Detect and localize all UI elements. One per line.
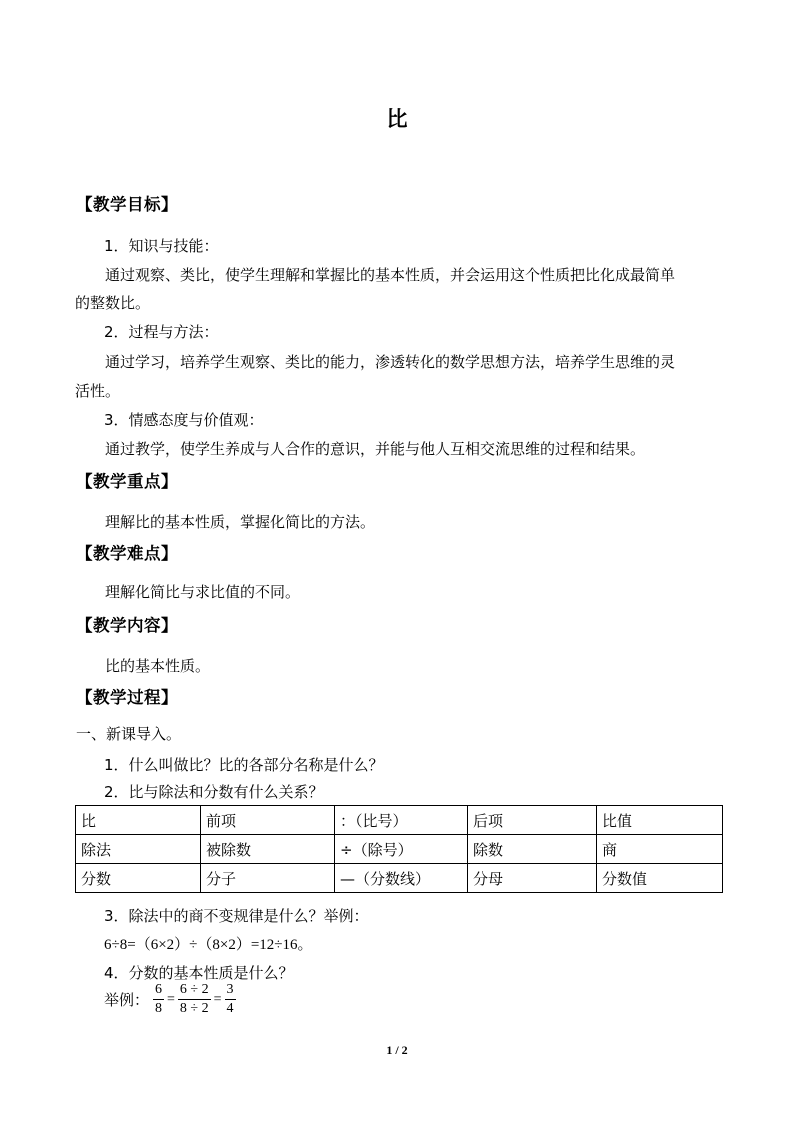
fraction-denominator: 8 ÷ 2 bbox=[179, 1001, 209, 1016]
example-label: 举例： bbox=[104, 991, 150, 1009]
table-cell: ÷（除号） bbox=[335, 835, 468, 864]
table-row bbox=[76, 806, 723, 835]
table-cell: ：（比号） bbox=[335, 806, 468, 835]
objective-2-text-line1: 通过学习，培养学生观察、类比的能力，渗透转化的数学思想方法，培养学生思维的灵 bbox=[105, 353, 676, 371]
table-cell: 比 bbox=[76, 806, 201, 835]
content-heading: 【教学内容】 bbox=[76, 616, 178, 635]
fraction-numerator: 6 ÷ 2 bbox=[178, 982, 211, 1000]
page-title: 比 bbox=[386, 106, 408, 131]
table-cell: 分数值 bbox=[597, 864, 723, 893]
fraction-numerator: 3 bbox=[225, 982, 236, 1000]
process-part1: 一、新课导入。 bbox=[76, 725, 182, 743]
relationship-table bbox=[75, 805, 723, 893]
objective-1-text-line2: 的整数比。 bbox=[75, 294, 151, 312]
process-question-4: 4．分数的基本性质是什么？ bbox=[104, 964, 294, 982]
process-question-3-example: 6÷8=（6×2）÷（8×2）=12÷16。 bbox=[104, 937, 313, 953]
table-cell: 前项 bbox=[201, 806, 335, 835]
fraction bbox=[225, 982, 236, 1017]
table-row bbox=[76, 835, 723, 864]
difficulties-text: 理解化简比与求比值的不同。 bbox=[105, 583, 301, 601]
table-row bbox=[76, 864, 723, 893]
fraction bbox=[153, 982, 164, 1017]
fraction-denominator: 4 bbox=[226, 1001, 234, 1016]
objective-3-text: 通过教学，使学生养成与人合作的意识，并能与他人互相交流思维的过程和结果。 bbox=[105, 440, 646, 458]
table-cell: 分子 bbox=[201, 864, 335, 893]
table-cell: —（分数线） bbox=[335, 864, 468, 893]
objective-2-text-line2: 活性。 bbox=[75, 382, 121, 400]
table-cell: 除数 bbox=[468, 835, 597, 864]
table-cell: 被除数 bbox=[201, 835, 335, 864]
process-question-1: 1．什么叫做比？比的各部分名称是什么？ bbox=[104, 756, 384, 774]
process-heading: 【教学过程】 bbox=[76, 688, 178, 707]
process-question-2: 2．比与除法和分数有什么关系？ bbox=[104, 783, 324, 801]
equals-sign: = bbox=[213, 991, 222, 1007]
page-number: 1 / 2 bbox=[386, 1043, 408, 1057]
fraction-denominator: 8 bbox=[155, 1001, 163, 1016]
fraction bbox=[178, 982, 211, 1017]
process-question-3: 3．除法中的商不变规律是什么？举例： bbox=[104, 907, 369, 925]
key-points-heading: 【教学重点】 bbox=[76, 472, 178, 491]
equals-sign: = bbox=[167, 991, 175, 1007]
fraction-numerator: 6 bbox=[153, 982, 164, 1000]
table-cell: 商 bbox=[597, 835, 723, 864]
objective-1-label: 1．知识与技能： bbox=[104, 237, 219, 255]
difficulties-heading: 【教学难点】 bbox=[76, 544, 178, 563]
objective-3-label: 3．情感态度与价值观： bbox=[104, 411, 264, 429]
objective-2-label: 2．过程与方法： bbox=[104, 323, 219, 341]
key-points-text: 理解比的基本性质，掌握化简比的方法。 bbox=[105, 513, 376, 531]
fraction-equation bbox=[104, 982, 238, 1017]
table-cell: 后项 bbox=[468, 806, 597, 835]
table-cell: 分数 bbox=[76, 864, 201, 893]
objective-1-text-line1: 通过观察、类比，使学生理解和掌握比的基本性质，并会运用这个性质把比化成最简单 bbox=[105, 266, 676, 284]
objectives-heading: 【教学目标】 bbox=[76, 195, 178, 214]
table-cell: 比值 bbox=[597, 806, 723, 835]
table-cell: 除法 bbox=[76, 835, 201, 864]
table-cell: 分母 bbox=[468, 864, 597, 893]
content-text: 比的基本性质。 bbox=[105, 657, 211, 675]
